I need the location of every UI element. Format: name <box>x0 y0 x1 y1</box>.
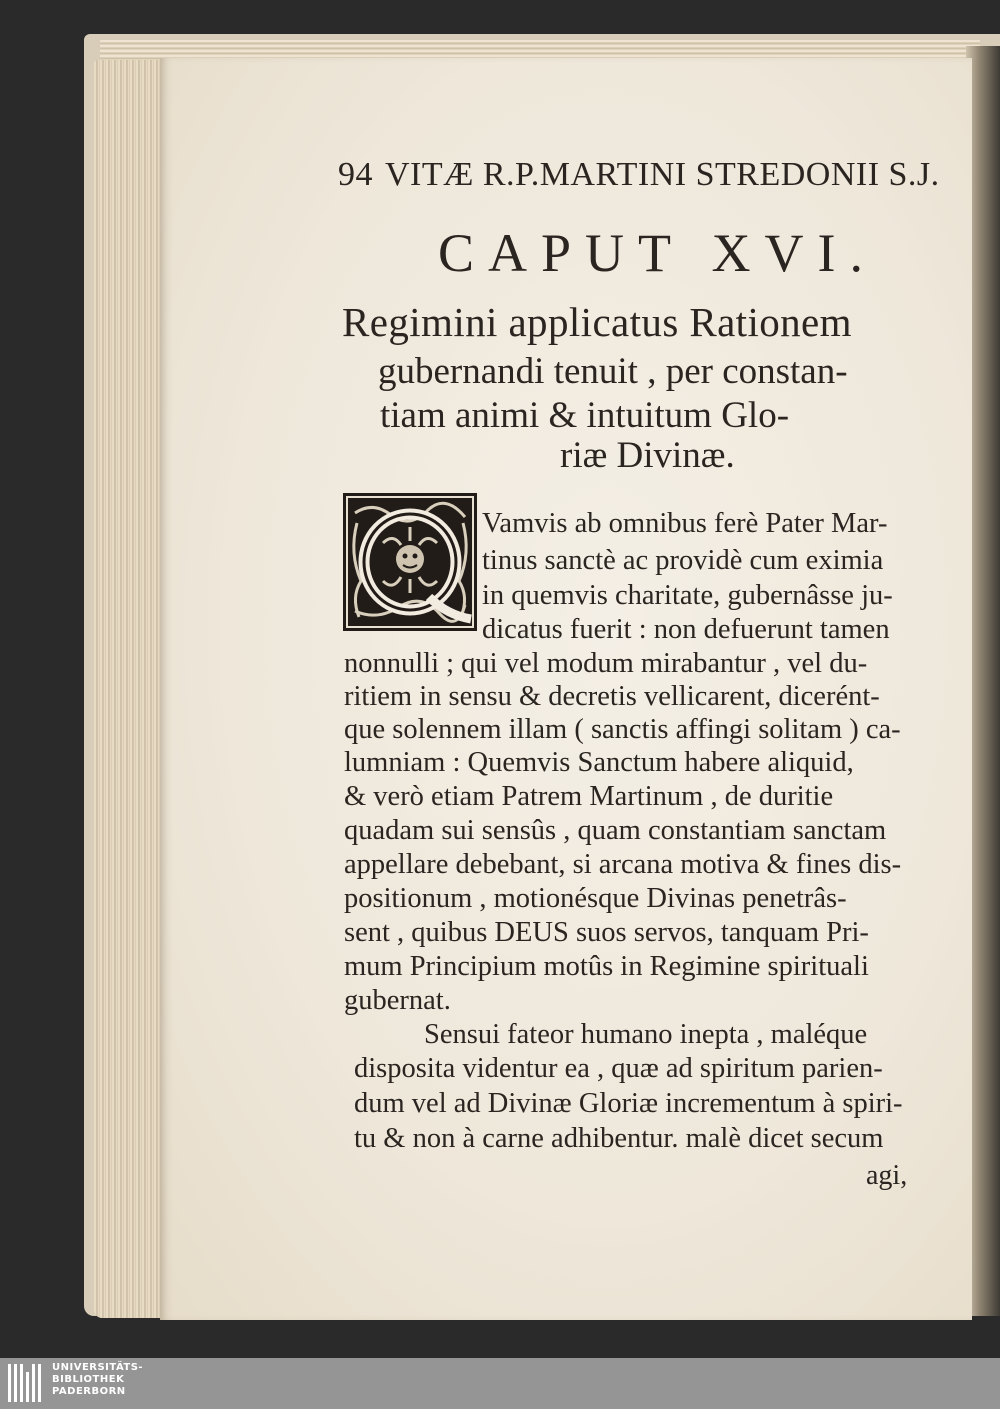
library-logo-icon <box>8 1364 46 1402</box>
text-line: dicatus fuerit : non defuerunt tamen <box>482 614 890 645</box>
library-name-line: BIBLIOTHEK <box>52 1374 125 1385</box>
chapter-heading-line: tiam animi & intuitum Glo- <box>380 395 790 436</box>
text-line: Vamvis ab omnibus ferè Pater Mar- <box>482 508 888 539</box>
text-line: dum vel ad Divinæ Gloriæ incrementum à spiri- <box>354 1088 903 1119</box>
chapter-heading-line: riæ Divinæ. <box>560 435 735 476</box>
text-line: appellare debebant, si arcana motiva & fines dis- <box>344 849 902 880</box>
text-line: & verò etiam Patrem Martinum , de duritie <box>344 781 834 812</box>
text-line: ritiem in sensu & decretis vellicarent, dicerént- <box>344 681 880 712</box>
library-name-line: UNIVERSITÄTS- <box>52 1362 144 1373</box>
chapter-heading-line: gubernandi tenuit , per constan- <box>378 351 848 392</box>
library-name-line: PADERBORN <box>52 1386 126 1397</box>
running-head <box>338 156 940 194</box>
text-line: quadam sui sensûs , quam constantiam sanctam <box>344 815 887 846</box>
decorated-initial-q-icon <box>343 493 477 631</box>
catchword: agi, <box>866 1160 908 1191</box>
page-stack-edges <box>94 60 168 1318</box>
chapter-title: CAPUT XVI. <box>438 223 878 283</box>
text-line: gubernat. <box>344 985 451 1016</box>
text-line: Sensui fateor humano inepta , maléque <box>424 1019 868 1050</box>
text-line: lumniam : Quemvis Sanctum habere aliquid, <box>344 747 854 778</box>
text-line: nonnulli ; qui vel modum mirabantur , vel du- <box>344 648 868 679</box>
library-footer <box>0 1358 1000 1409</box>
text-line: in quemvis charitate, gubernâsse ju- <box>482 580 893 611</box>
text-line: que solennem illam ( sanctis affingi solitam ) ca- <box>344 714 901 745</box>
page-number: 94 <box>338 156 373 193</box>
chapter-heading-line: Regimini applicatus Rationem <box>342 299 852 345</box>
text-line: disposita videntur ea , quæ ad spiritum parien- <box>354 1053 883 1084</box>
text-line: mum Principium motûs in Regimine spirituali <box>344 951 869 982</box>
running-head-title: VITÆ R.P.MARTINI STREDONII S.J. <box>385 156 940 193</box>
text-line: tu & non à carne adhibentur. malè dicet secum <box>354 1123 884 1154</box>
text-line: sent , quibus DEUS suos servos, tanquam Pri- <box>344 917 869 948</box>
text-line: tinus sanctè ac providè cum eximia <box>482 545 884 576</box>
text-line: positionum , motionésque Divinas penetrâs- <box>344 883 847 914</box>
